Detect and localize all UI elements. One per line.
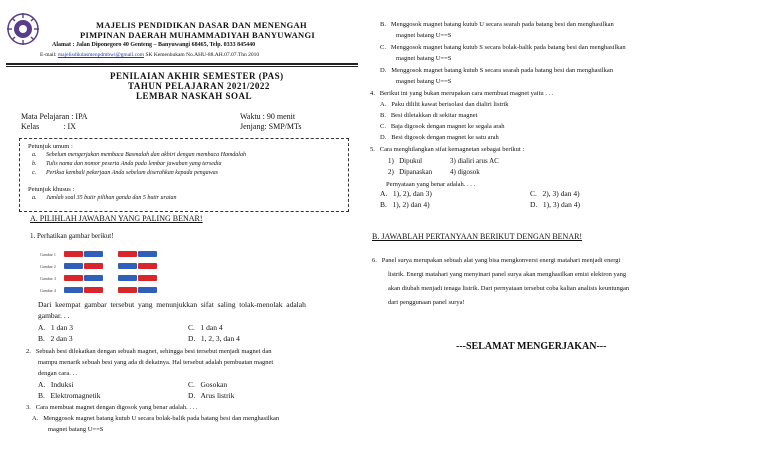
question-2-text: dengan cara. . . bbox=[38, 370, 78, 377]
answer-option[interactable]: D. Besi digosok dengan magnet ke satu arah bbox=[380, 134, 499, 141]
question-5-item: 4) digosok bbox=[450, 168, 480, 176]
answer-option[interactable]: D. Menggosok magnet batang kutub S secara searah pada batang besi dan menghasilkan bbox=[380, 67, 614, 74]
question-5-statement: Pernyataan yang benar adalah. . . . bbox=[386, 181, 476, 188]
answer-option[interactable]: C. Gosokan bbox=[188, 380, 228, 389]
magnet-north bbox=[118, 287, 137, 293]
answer-option[interactable]: B. Besi diletakkan di sekitar magnet bbox=[380, 112, 478, 119]
question-2-text: mampu menarik sebuah besi yang ada di dekatnya. Hal tersebut adalah pembuatan magnet bbox=[38, 359, 274, 366]
answer-option[interactable]: C. Menggosok magnet batang kutub S secara bolak-balik pada batang besi dan menghasilkan bbox=[380, 44, 626, 51]
exam-title: PENILAIAN AKHIR SEMESTER (PAS) bbox=[110, 71, 284, 81]
figure-label: Gambar 3 bbox=[40, 276, 56, 281]
magnet-north bbox=[118, 251, 137, 257]
section-a-title: A. PILIHLAH JAWABAN YANG PALING BENAR! bbox=[30, 214, 203, 223]
email-link[interactable]: majelisdikdasmenpdmbwi@gmail.com bbox=[57, 52, 145, 58]
org-contact: E-mail: majelisdikdasmenpdmbwi@gmail.com SK Kemenhukam No.AHU-88.AH.07.07.Thn 2010 bbox=[40, 52, 260, 58]
closing-text: ---SELAMAT MENGERJAKAN--- bbox=[456, 341, 607, 352]
question-2: 2. Sebuah besi dilekatkan dengan sebuah magnet, sehingga besi tersebut menjadi magnet dan bbox=[26, 348, 272, 355]
answer-option-text: magnet batang U==S bbox=[396, 55, 452, 62]
magnet-north bbox=[84, 263, 103, 269]
general-instructions-title: Petunjuk umum : bbox=[28, 143, 73, 150]
answer-option[interactable]: A. Paku dililit kawat berisolasi dan dialiri listrik bbox=[380, 101, 509, 108]
instruction-item: Periksa kembali pekerjaan Anda sebelum diserahkan kepada pengawas bbox=[46, 170, 219, 176]
section-b-title: B. JAWABLAH PERTANYAAN BERIKUT DENGAN BENAR! bbox=[372, 232, 583, 241]
question-5-item: 3) dialiri arus AC bbox=[450, 157, 499, 165]
answer-option[interactable]: A. Induksi bbox=[38, 380, 74, 389]
magnet-south bbox=[118, 263, 137, 269]
question-3: 3. Cara membuat magnet dengan digosok yang benar adalah. . . . bbox=[26, 404, 198, 411]
magnet-south bbox=[64, 263, 83, 269]
exam-class: Kelas : IX bbox=[21, 122, 76, 131]
question-5-item: 2) Dipanaskan bbox=[388, 168, 433, 176]
answer-option[interactable]: A. 1 dan 3 bbox=[38, 323, 73, 332]
answer-option-text: magnet batang U==S bbox=[396, 32, 452, 39]
exam-level: Jenjang: SMP/MTs bbox=[240, 122, 302, 131]
instruction-letter: b. bbox=[32, 161, 37, 167]
magnet-north bbox=[138, 263, 157, 269]
instruction-letter: a. bbox=[32, 195, 37, 201]
question-1: 1. Perhatikan gambar berikut! bbox=[30, 232, 114, 240]
answer-option[interactable]: C. 2), 3) dan 4) bbox=[530, 189, 580, 198]
instruction-item: Tulis nama dan nomor peserta Anda pada lembar jawaban yang tersedia bbox=[46, 161, 222, 167]
org-name-1: MAJELIS PENDIDIKAN DASAR DAN MENENGAH bbox=[96, 20, 307, 30]
figure-label: Gambar 1 bbox=[40, 252, 56, 257]
answer-option[interactable]: B. 1), 2) dan 4) bbox=[380, 200, 430, 209]
answer-option[interactable]: B. Menggosok magnet batang kutub U secara searah pada batang besi dan menghasilkan bbox=[380, 21, 614, 28]
question-6-text: dari penggunaan panel surya! bbox=[388, 299, 465, 306]
answer-option-text: magnet batang U==S bbox=[48, 426, 104, 433]
question-6-text: listrik. Energi matahari yang menyinari panel surya akan menghasilkan emisi elektron yang bbox=[388, 271, 627, 278]
magnet-north bbox=[64, 275, 83, 281]
question-4: 4. Berikut ini yang bukan merupakan cara membuat magnet yaitu . . . bbox=[370, 90, 554, 97]
question-6-text: akan diubah menjadi tenaga listrik. Dari pernyataan tersebut coba kalian analisis keuntungan bbox=[388, 285, 630, 292]
exam-year: TAHUN PELAJARAN 2021/2022 bbox=[128, 81, 270, 91]
exam-time: Waktu : 90 menit bbox=[240, 112, 296, 121]
magnet-north bbox=[138, 275, 157, 281]
question-5-item: 1) Dipukul bbox=[388, 157, 423, 165]
answer-option[interactable]: D. 1), 3) dan 4) bbox=[530, 200, 580, 209]
specific-instructions-title: Petunjuk khusus : bbox=[28, 186, 75, 193]
magnet-figure bbox=[40, 246, 190, 296]
magnet-south bbox=[64, 287, 83, 293]
instruction-item: Sebelum mengerjakan membaca Basmalah dan akhiri dengan membaca Hamdalah bbox=[46, 152, 246, 158]
magnet-north bbox=[84, 287, 103, 293]
magnet-south bbox=[138, 287, 157, 293]
instruction-letter: a. bbox=[32, 152, 37, 158]
instruction-item: Jumlah soal 35 butir pilihan ganda dan 5 butir uraian bbox=[46, 195, 177, 201]
org-address: Alamat : Jalan Diponegoro 40 Genteng – Banyuwangi 68465, Telp. 0333 845440 bbox=[52, 42, 256, 48]
answer-option[interactable]: B. 2 dan 3 bbox=[38, 334, 73, 343]
org-name-2: PIMPINAN DAERAH MUHAMMADIYAH BANYUWANGI bbox=[80, 30, 315, 40]
header-rule-thin bbox=[6, 66, 358, 67]
question-6: 6. Panel surya merupakan sebuah alat yang bisa mengkonversi energi matahari menjadi energi bbox=[372, 257, 621, 264]
magnet-south bbox=[138, 251, 157, 257]
question-1-text: gambar. . . bbox=[38, 311, 70, 320]
answer-option-text: magnet batang U==S bbox=[396, 78, 452, 85]
answer-option[interactable]: A. Menggosok magnet batang kutub U secara bolak-balik pada batang besi dan menghasilkan bbox=[32, 415, 280, 422]
magnet-north bbox=[64, 251, 83, 257]
question-1-text: Dari keempat gambar tersebut yang menunjukkan sifat saling tolak-menolak adalah bbox=[38, 300, 306, 309]
figure-label: Gambar 2 bbox=[40, 264, 56, 269]
muhammadiyah-logo bbox=[6, 12, 40, 46]
header-rule bbox=[6, 63, 358, 65]
answer-option[interactable]: C. Baja digosok dengan magnet ke segala arah bbox=[380, 123, 505, 130]
answer-option[interactable]: C. 1 dan 4 bbox=[188, 323, 223, 332]
question-5: 5. Cara menghilangkan sifat kemagnetan sebagai berikut : bbox=[370, 146, 525, 153]
magnet-south bbox=[118, 275, 137, 281]
exam-sheet-title: LEMBAR NASKAH SOAL bbox=[136, 91, 253, 101]
answer-option[interactable]: D. 1, 2, 3, dan 4 bbox=[188, 334, 240, 343]
answer-option[interactable]: A. 1), 2), dan 3) bbox=[380, 189, 432, 198]
magnet-south bbox=[84, 251, 103, 257]
magnet-south bbox=[84, 275, 103, 281]
exam-subject: Mata Pelajaran : IPA bbox=[21, 112, 88, 121]
figure-label: Gambar 4 bbox=[40, 288, 56, 293]
answer-option[interactable]: D. Arus listrik bbox=[188, 391, 235, 400]
answer-option[interactable]: B. Elektromagnetik bbox=[38, 391, 101, 400]
instruction-letter: c. bbox=[32, 170, 37, 176]
